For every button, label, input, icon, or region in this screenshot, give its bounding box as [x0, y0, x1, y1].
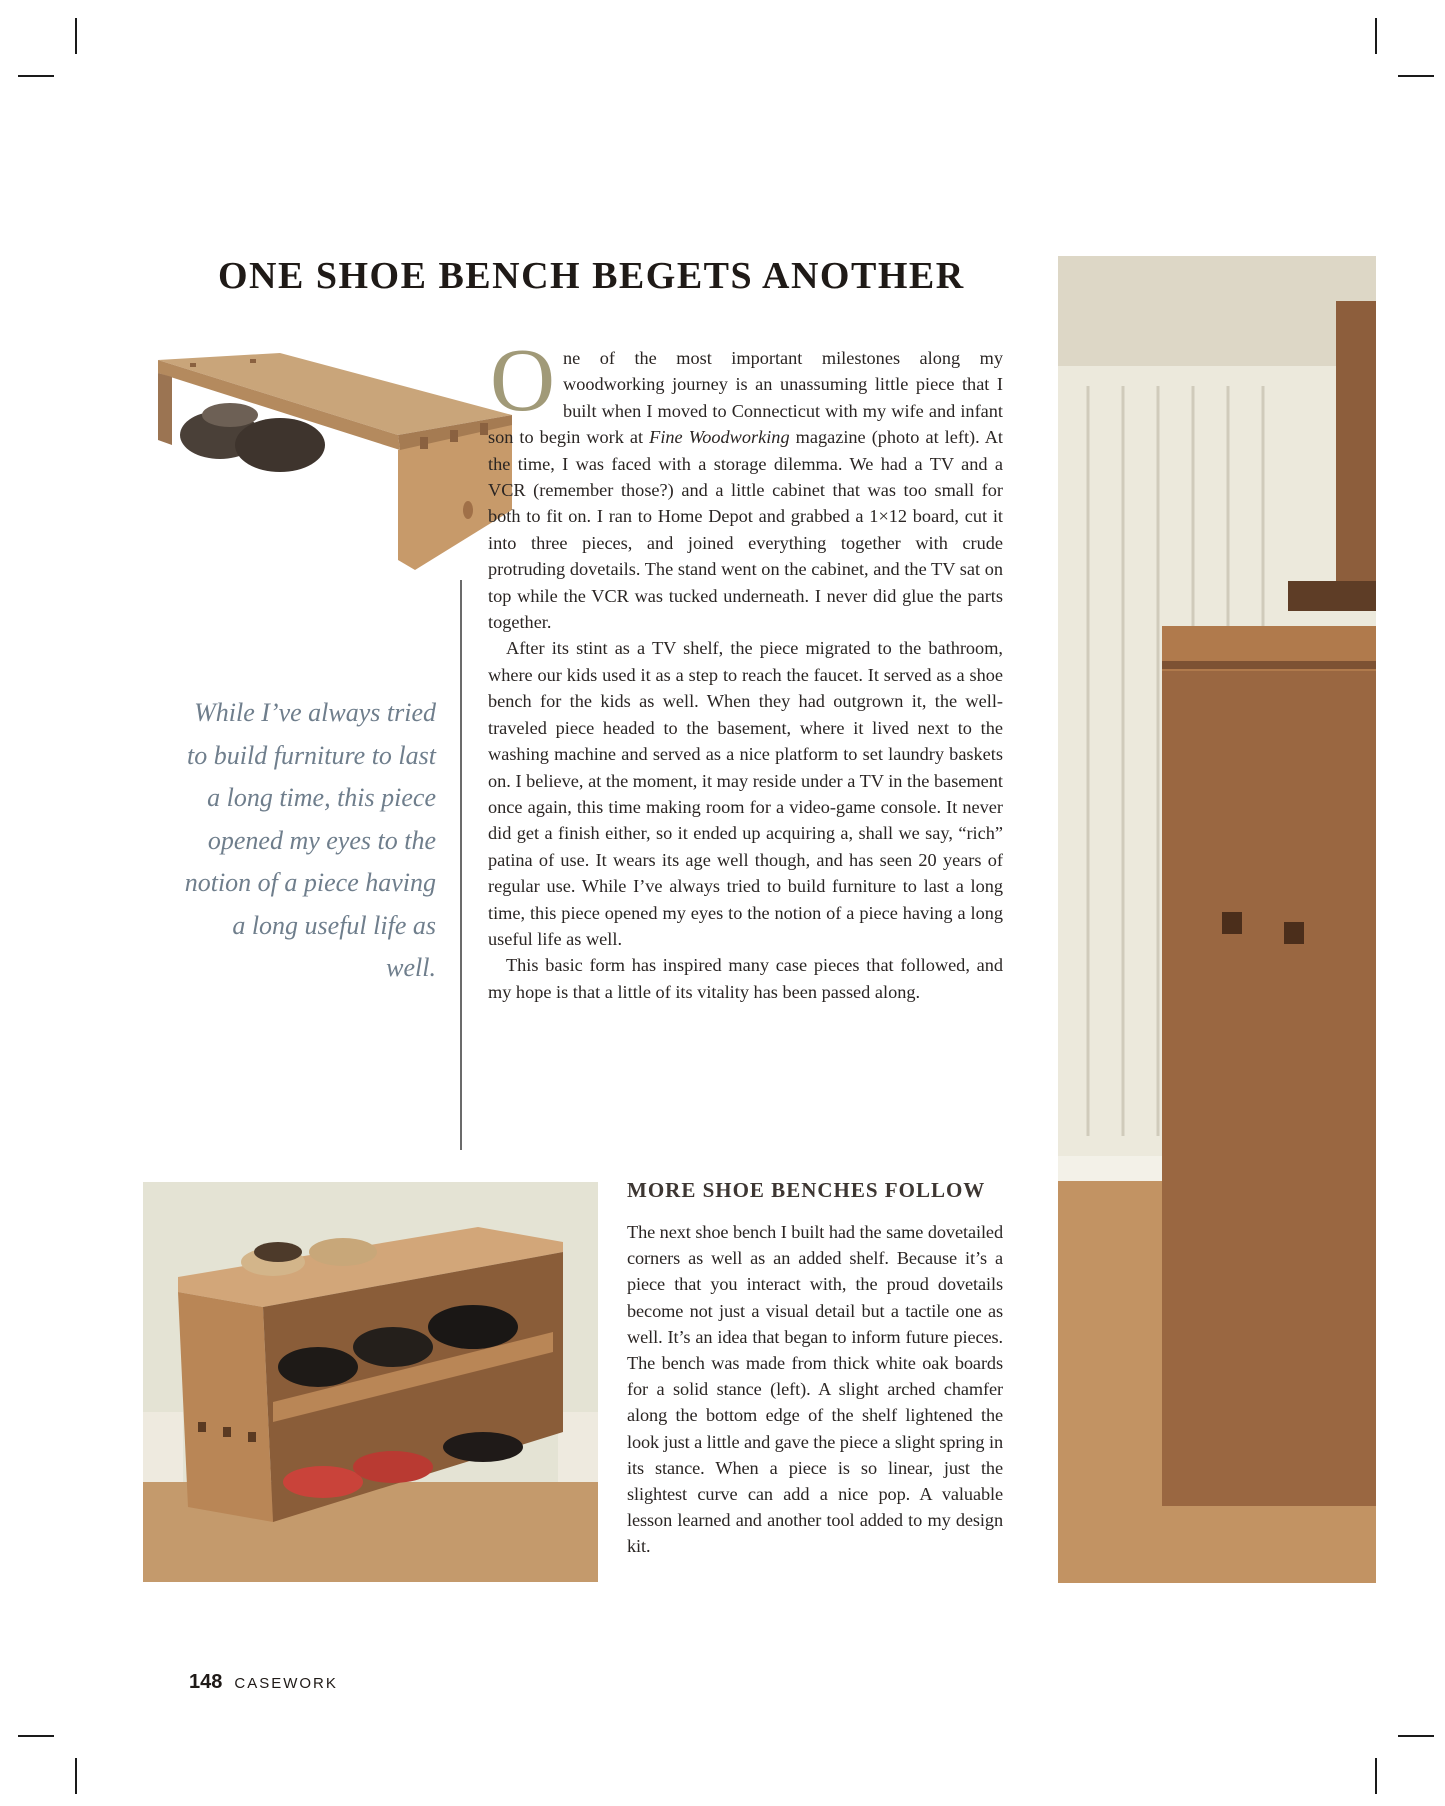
page-title: ONE SHOE BENCH BEGETS ANOTHER — [218, 255, 965, 297]
magazine-title: Fine Woodworking — [649, 427, 790, 448]
crop-mark — [75, 18, 77, 54]
page-footer — [189, 1671, 338, 1694]
crop-mark — [1375, 1758, 1377, 1794]
sidebar-heading: MORE SHOE BENCHES FOLLOW — [627, 1178, 986, 1202]
crop-mark — [18, 1735, 54, 1737]
cabinet-detail-photo — [1058, 256, 1376, 1583]
crop-mark — [1398, 75, 1434, 77]
shoe-bench-photo-shelf — [143, 1182, 598, 1582]
crop-mark — [1375, 18, 1377, 54]
paragraph-2: After its stint as a TV shelf, the piece migrated to the bathroom, where our kids used it as a step to reach the faucet. It served as a shoe bench for the kids as well. When they had outgrown it, the well-traveled piece headed to the basement, where it lived next to the washing machine and served as a nice platform to set laundry baskets on. I believe, at the moment, it may reside under a TV in the basement once again, this time making room for a video-game console. It never did get a finish either, so it ended up acquiring a, shall we say, “rich” patina of use. It wears its age well though, and has seen 20 years of regular use. While I’ve always tried to build furniture to last a long time, this piece opened my eyes to the notion of a piece having a long useful life as well. — [488, 638, 1003, 949]
crop-mark — [75, 1758, 77, 1794]
drop-cap: O — [490, 331, 555, 430]
p1-start: ne of the most important milestones along my woodworking journey is an unassuming little piece that I built when I moved to Connecticut with my wife and infant son to begin work at — [488, 348, 1003, 448]
shoe-bench-photo-original — [150, 345, 520, 570]
sidebar-text: The next shoe bench I built had the same dovetailed corners as well as an added shelf. Because it’s a piece that you interact with, the proud dovetails become not just a visual detail but a tactile one as well. It’s an idea that began to inform future pieces. The bench was made from thick white oak boards for a solid stance (left). A slight arched chamfer along the bottom edge of the shelf lightened the look just a little and gave the piece a slight spring in its stance. When a piece is so linear, just the slightest curve can add a nice pop. A valuable lesson learned and another tool added to my design kit. — [627, 1222, 1003, 1557]
paragraph-1 — [488, 331, 1003, 635]
p1-end: magazine (photo at left). At the time, I was faced with a storage dilemma. We had a TV and a VCR (remember those?) and a little cabinet that was too small for both to fit on. I ran to Home Depot and grabbed a 1×12 board, cut it into three pieces, and joined everything together with crude protruding dovetails. The stand went on the cabinet, and the TV sat on top while the VCR was tucked underneath. I never did glue the parts together. — [488, 427, 1003, 633]
paragraph-3: This basic form has inspired many case pieces that followed, and my hope is that a little of its vitality has been passed along. — [488, 955, 1003, 1002]
column-rule — [460, 580, 462, 1150]
pull-quote: While I’ve always tried to build furniture to last a long time, this piece opened my eyes to the notion of a piece having a long useful life as well. — [184, 698, 436, 982]
crop-mark — [1398, 1735, 1434, 1737]
crop-mark — [18, 75, 54, 77]
main-article-text — [488, 331, 1003, 1005]
page-number: 148 — [189, 1671, 223, 1693]
section-name: CASEWORK — [234, 1675, 338, 1692]
